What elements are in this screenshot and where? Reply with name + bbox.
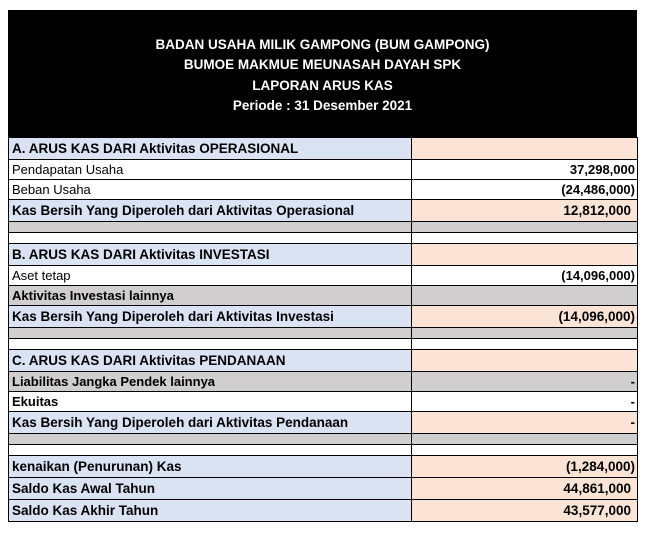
- opening-value[interactable]: 44,861,000: [412, 478, 638, 500]
- unit-name: BUMOE MAKMUE MEUNASAH DAYAH SPK: [183, 57, 462, 72]
- table-row: [9, 372, 638, 392]
- section-header-investasi: [9, 244, 638, 266]
- change-value[interactable]: (1,284,000): [412, 456, 638, 478]
- row-label[interactable]: Aktivitas Investasi lainnya: [9, 286, 412, 306]
- change-label[interactable]: kenaikan (Penurunan) Kas: [9, 456, 412, 478]
- report-header: [8, 10, 637, 137]
- section-value-cell[interactable]: [412, 138, 638, 160]
- change-in-cash-row: [9, 456, 638, 478]
- table-row: [9, 266, 638, 286]
- row-label[interactable]: Pendapatan Usaha: [9, 160, 412, 180]
- closing-label[interactable]: Saldo Kas Akhir Tahun: [9, 500, 412, 522]
- net-value[interactable]: -: [412, 412, 638, 434]
- section-title[interactable]: A. ARUS KAS DARI Aktivitas OPERASIONAL: [9, 138, 412, 160]
- spacer-row: [9, 328, 638, 339]
- row-value[interactable]: -: [412, 392, 638, 412]
- row-label[interactable]: Beban Usaha: [9, 180, 412, 200]
- row-value[interactable]: (14,096,000): [412, 266, 638, 286]
- report-period: Periode : 31 Desember 2021: [232, 98, 413, 113]
- section-header-operasional: [9, 138, 638, 160]
- spacer-row: [9, 222, 638, 233]
- net-value[interactable]: 12,812,000: [412, 200, 638, 222]
- org-name: BADAN USAHA MILIK GAMPONG (BUM GAMPONG): [155, 36, 490, 52]
- row-value[interactable]: -: [412, 372, 638, 392]
- section-value-cell[interactable]: [412, 244, 638, 266]
- spacer-row: [9, 339, 638, 350]
- report-title: LAPORAN ARUS KAS: [252, 77, 393, 93]
- net-value[interactable]: (14,096,000): [412, 306, 638, 328]
- table-row: [9, 180, 638, 200]
- section-title[interactable]: B. ARUS KAS DARI Aktivitas INVESTASI: [9, 244, 412, 266]
- spacer-row: [9, 434, 638, 445]
- opening-balance-row: [9, 478, 638, 500]
- net-label[interactable]: Kas Bersih Yang Diperoleh dari Aktivitas Operasional: [9, 200, 412, 222]
- row-value[interactable]: 37,298,000: [412, 160, 638, 180]
- row-value[interactable]: (24,486,000): [412, 180, 638, 200]
- row-label[interactable]: Ekuitas: [9, 392, 412, 412]
- net-label[interactable]: Kas Bersih Yang Diperoleh dari Aktivitas Investasi: [9, 306, 412, 328]
- net-row-pendanaan: [9, 412, 638, 434]
- row-label[interactable]: Liabilitas Jangka Pendek lainnya: [9, 372, 412, 392]
- closing-balance-row: [9, 500, 638, 522]
- section-value-cell[interactable]: [412, 350, 638, 372]
- net-row-investasi: [9, 306, 638, 328]
- table-row: [9, 392, 638, 412]
- row-label[interactable]: Aset tetap: [9, 266, 412, 286]
- closing-value[interactable]: 43,577,000: [412, 500, 638, 522]
- table-row: [9, 160, 638, 180]
- cash-flow-table: [8, 137, 638, 522]
- section-header-pendanaan: [9, 350, 638, 372]
- section-title[interactable]: C. ARUS KAS DARI Aktivitas PENDANAAN: [9, 350, 412, 372]
- net-row-operasional: [9, 200, 638, 222]
- spacer-row: [9, 233, 638, 244]
- table-row: [9, 286, 638, 306]
- spacer-row: [9, 445, 638, 456]
- net-label[interactable]: Kas Bersih Yang Diperoleh dari Aktivitas Pendanaan: [9, 412, 412, 434]
- opening-label[interactable]: Saldo Kas Awal Tahun: [9, 478, 412, 500]
- row-value[interactable]: [412, 286, 638, 306]
- cash-flow-sheet: [8, 10, 637, 522]
